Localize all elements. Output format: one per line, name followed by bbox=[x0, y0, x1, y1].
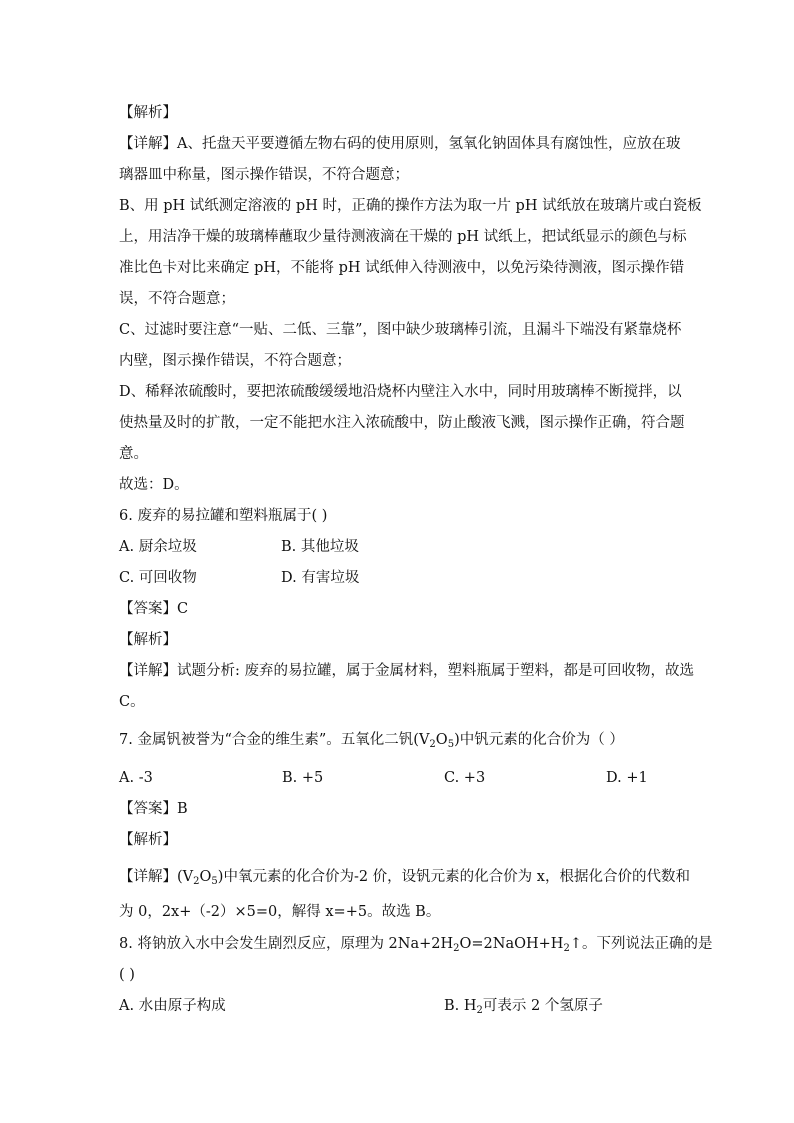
l24-prefix: 【详解】 bbox=[119, 869, 177, 885]
text-line: 【详解】A、托盘天平要遵循左物右码的使用原则，氢氧化钠固体具有腐蚀性，应放在玻 bbox=[119, 136, 681, 152]
text-line bbox=[119, 867, 690, 887]
q6-option-d: D. 有害垃圾 bbox=[281, 570, 360, 586]
q7-option-b: B. +5 bbox=[282, 770, 324, 786]
q7-prefix: 7. 金属钒被誉为“合金的维生素”。五氧化二钒 bbox=[119, 732, 414, 748]
q6-option-b: B. 其他垃圾 bbox=[281, 539, 359, 555]
q7-suffix: 中钒元素的化合价为（ ） bbox=[459, 732, 624, 748]
text-line: 故选：D。 bbox=[119, 477, 189, 493]
l24-sub: 2 bbox=[193, 876, 200, 887]
q7-formula-v: (V bbox=[413, 732, 430, 748]
answer-heading: 【答案】C bbox=[119, 601, 189, 617]
question-6: 6. 废弃的易拉罐和塑料瓶属于( ) bbox=[119, 508, 328, 524]
text-line: 璃器皿中称量，图示操作错误，不符合题意； bbox=[119, 167, 409, 183]
text-line: 内壁，图示操作错误，不符合题意； bbox=[119, 353, 351, 369]
text-line: D、稀释浓硫酸时，要把浓硫酸缓缓地沿烧杯内壁注入水中，同时用玻璃棒不断搅拌，以 bbox=[119, 384, 682, 400]
question-7 bbox=[119, 730, 624, 750]
q7-sub: 2 bbox=[429, 739, 436, 750]
q8-option-b bbox=[444, 996, 603, 1016]
q7-option-a: A. -3 bbox=[119, 770, 153, 786]
text-line: 意。 bbox=[119, 446, 148, 462]
l24-suffix: 中氧元素的化合价为-2 价，设钒元素的化合价为 x，根据化合价的代数和 bbox=[223, 869, 690, 885]
analysis-heading: 【解析】 bbox=[119, 832, 177, 848]
q6-option-c: C. 可回收物 bbox=[119, 570, 197, 586]
q7-option-c: C. +3 bbox=[444, 770, 486, 786]
text-line: 【详解】试题分析: 废弃的易拉罐，属于金属材料，塑料瓶属于塑料，都是可回收物，故选 bbox=[119, 663, 694, 679]
l24-sub: 5 bbox=[211, 876, 218, 887]
text-line: C、过滤时要注意“一贴、二低、三靠”，图中缺少玻璃棒引流，且漏斗下端没有紧靠烧杯 bbox=[119, 322, 682, 338]
text-line: 误，不符合题意； bbox=[119, 291, 235, 307]
text-line: 上，用洁净干燥的玻璃棒蘸取少量待测液滴在干燥的 pH 试纸上，把试纸显示的颜色与标 bbox=[119, 229, 687, 245]
l24-close: ) bbox=[217, 869, 224, 885]
text-line: C。 bbox=[119, 694, 145, 710]
q8-option-b-suffix: 可表示 2 个氢原子 bbox=[482, 998, 603, 1014]
q8-option-b-sub: 2 bbox=[476, 1005, 483, 1016]
l24-formula-o: O bbox=[199, 869, 212, 885]
answer-heading: 【答案】B bbox=[119, 801, 188, 817]
q7-formula-o: O bbox=[435, 732, 448, 748]
l24-formula-v: (V bbox=[177, 869, 194, 885]
text-line: 使热量及时的扩散，一定不能把水注入浓硫酸中，防止酸液飞溅，图示操作正确，符合题 bbox=[119, 415, 685, 431]
q8-mid: O=2NaOH+H bbox=[459, 936, 564, 952]
q8-suffix: ↑。下列说法正确的是 bbox=[569, 936, 713, 952]
analysis-heading: 【解析】 bbox=[119, 632, 177, 648]
q8-sub: 2 bbox=[563, 943, 570, 954]
q8-option-a: A. 水由原子构成 bbox=[119, 998, 226, 1014]
text-line: 准比色卡对比来确定 pH，不能将 pH 试纸伸入待测液中，以免污染待测液，图示操作错 bbox=[119, 260, 685, 276]
question-8 bbox=[119, 934, 712, 954]
question-8-blank: ( ) bbox=[119, 967, 135, 983]
text-line: 为 0，2x+（-2）×5=0，解得 x=+5。故选 B。 bbox=[119, 904, 441, 920]
q6-option-a: A. 厨余垃圾 bbox=[119, 539, 197, 555]
q8-prefix: 8. 将钠放入水中会发生剧烈反应，原理为 2Na+2H bbox=[119, 936, 454, 952]
q7-close: ) bbox=[454, 732, 460, 748]
analysis-heading: 【解析】 bbox=[119, 105, 177, 121]
q7-sub: 5 bbox=[447, 739, 455, 750]
q8-sub: 2 bbox=[453, 943, 460, 954]
q8-option-b-prefix: B. H bbox=[444, 998, 477, 1014]
text-line: B、用 pH 试纸测定溶液的 pH 时，正确的操作方法为取一片 pH 试纸放在玻璃片或白瓷板 bbox=[119, 198, 702, 214]
q7-option-d: D. +1 bbox=[606, 770, 648, 786]
